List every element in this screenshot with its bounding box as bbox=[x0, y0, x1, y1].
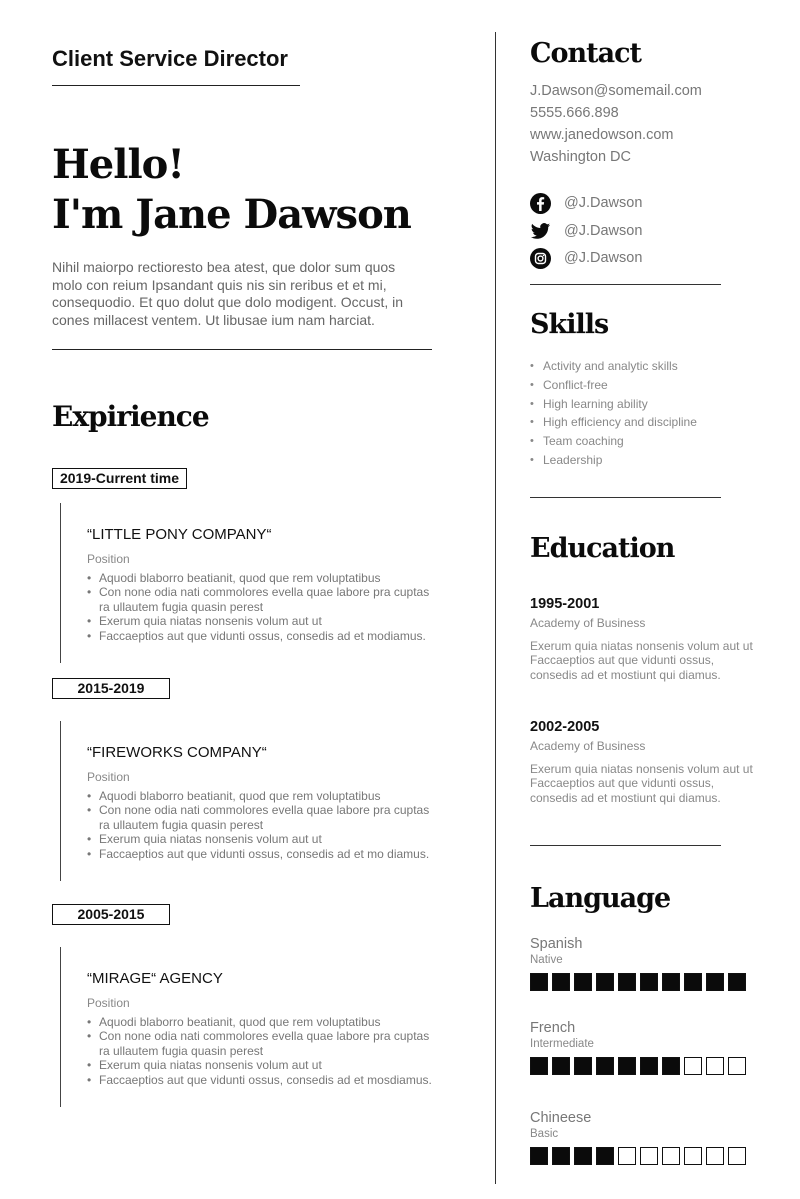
job-duty: • Aquodi blaborro beatianit, quod que rem voluptatibus bbox=[87, 571, 432, 585]
rating-square-filled bbox=[640, 973, 658, 991]
job-position: Position bbox=[87, 996, 130, 1010]
job-duty: • Con none odia nati commolores evella quae labore pra cuptas ra ullautem fugia quasin perest bbox=[87, 1029, 432, 1058]
education-entry bbox=[530, 718, 755, 805]
rating-square-empty bbox=[640, 1147, 658, 1165]
rating-square-filled bbox=[574, 1147, 592, 1165]
job-position: Position bbox=[87, 770, 130, 784]
rating-square-empty bbox=[728, 1057, 746, 1075]
job-duty: • Exerum quia niatas nonsenis volum aut ut bbox=[87, 1058, 432, 1072]
education-entry bbox=[530, 595, 755, 682]
language-name: French bbox=[530, 1020, 576, 1036]
section-divider bbox=[530, 284, 721, 285]
language-level: Intermediate bbox=[530, 1038, 594, 1050]
job-entry bbox=[87, 744, 432, 861]
rating-square-empty bbox=[706, 1057, 724, 1075]
rating-square-filled bbox=[640, 1057, 658, 1075]
rating-square-empty bbox=[684, 1147, 702, 1165]
contact-location: Washington DC bbox=[530, 149, 632, 165]
rating-square-filled bbox=[618, 1057, 636, 1075]
job-duties-list bbox=[87, 1015, 432, 1087]
rating-square-filled bbox=[574, 973, 592, 991]
social-instagram[interactable] bbox=[530, 247, 730, 269]
rating-square-filled bbox=[596, 1147, 614, 1165]
education-years: 2002-2005 bbox=[530, 719, 600, 735]
greeting-line-2: I'm Jane Dawson bbox=[52, 191, 411, 238]
column-divider bbox=[495, 32, 496, 1184]
skills-list bbox=[530, 357, 697, 470]
timeline-line bbox=[60, 503, 61, 663]
job-title: Client Service Director bbox=[52, 46, 288, 71]
rating-square-filled bbox=[662, 973, 680, 991]
rating-square-filled bbox=[728, 973, 746, 991]
skill-item: • Activity and analytic skills bbox=[530, 357, 697, 376]
education-years: 1995-2001 bbox=[530, 596, 600, 612]
language-entry bbox=[530, 1019, 750, 1074]
twitter-icon bbox=[530, 221, 551, 242]
contact-email[interactable]: J.Dawson@somemail.com bbox=[530, 83, 702, 99]
job-duty: • Exerum quia niatas nonsenis volum aut ut bbox=[87, 614, 432, 628]
education-description: Exerum quia niatas nonsenis volum aut ut Faccaeptios aut que vidunti ossus, consedis ad et mostiunt qui diamus. bbox=[530, 762, 753, 805]
social-facebook[interactable] bbox=[530, 192, 730, 214]
rating-square-filled bbox=[596, 973, 614, 991]
contact-phone[interactable]: 5555.666.898 bbox=[530, 105, 619, 121]
rating-square-filled bbox=[662, 1057, 680, 1075]
job-duty: • Faccaeptios aut que vidunti ossus, consedis ad et modiamus. bbox=[87, 629, 432, 643]
instagram-icon bbox=[530, 248, 551, 269]
title-divider bbox=[52, 85, 300, 86]
company-name: “LITTLE PONY COMPANY“ bbox=[87, 526, 272, 543]
rating-square-empty bbox=[728, 1147, 746, 1165]
intro-paragraph: Nihil maiorpo rectioresto bea atest, que dolor sum quos molo con reium Ipsandant quis nis sin reribus et et mi, consequodio. Et quo dolut que dolo modigent. Occust, in cones millacest ventem. Ut libusae ium nam harciat. bbox=[52, 259, 404, 328]
job-entry bbox=[87, 526, 432, 643]
rating-square-filled bbox=[552, 1147, 570, 1165]
language-rating bbox=[530, 973, 750, 990]
job-entry bbox=[87, 970, 432, 1087]
job-period-badge: 2015-2019 bbox=[52, 678, 170, 699]
language-rating bbox=[530, 1147, 750, 1164]
skill-item: • Leadership bbox=[530, 451, 697, 470]
timeline-line bbox=[60, 947, 61, 1107]
rating-square-filled bbox=[574, 1057, 592, 1075]
skill-item: • High efficiency and discipline bbox=[530, 413, 697, 432]
rating-square-empty bbox=[684, 1057, 702, 1075]
education-school: Academy of Business bbox=[530, 739, 646, 753]
rating-square-empty bbox=[706, 1147, 724, 1165]
job-period-badge: 2005-2015 bbox=[52, 904, 170, 925]
social-handle: @J.Dawson bbox=[564, 250, 643, 266]
facebook-icon bbox=[530, 193, 551, 214]
job-duty: • Con none odia nati commolores evella quae labore pra cuptas ra ullautem fugia quasin perest bbox=[87, 585, 432, 614]
language-rating bbox=[530, 1057, 750, 1074]
contact-heading: Contact bbox=[530, 38, 642, 69]
rating-square-empty bbox=[662, 1147, 680, 1165]
section-divider bbox=[530, 845, 721, 846]
rating-square-filled bbox=[530, 1147, 548, 1165]
rating-square-filled bbox=[552, 1057, 570, 1075]
job-duty: • Aquodi blaborro beatianit, quod que rem voluptatibus bbox=[87, 789, 432, 803]
rating-square-filled bbox=[706, 973, 724, 991]
greeting-heading bbox=[52, 140, 411, 240]
rating-square-filled bbox=[530, 1057, 548, 1075]
intro-divider bbox=[52, 349, 432, 350]
language-name: Chineese bbox=[530, 1110, 592, 1126]
language-level: Basic bbox=[530, 1128, 559, 1140]
timeline-line bbox=[60, 721, 61, 881]
job-period-badge: 2019-Current time bbox=[52, 468, 187, 489]
rating-square-filled bbox=[618, 973, 636, 991]
skill-item: • Conflict-free bbox=[530, 376, 697, 395]
education-description: Exerum quia niatas nonsenis volum aut ut Faccaeptios aut que vidunti ossus, consedis ad et mostiunt qui diamus. bbox=[530, 639, 753, 682]
rating-square-empty bbox=[618, 1147, 636, 1165]
social-handle: @J.Dawson bbox=[564, 195, 643, 211]
rating-square-filled bbox=[530, 973, 548, 991]
contact-website[interactable]: www.janedowson.com bbox=[530, 127, 674, 143]
skills-heading: Skills bbox=[530, 309, 609, 340]
job-duties-list bbox=[87, 789, 432, 861]
contact-details bbox=[530, 80, 702, 168]
section-divider bbox=[530, 497, 721, 498]
rating-square-filled bbox=[552, 973, 570, 991]
education-school: Academy of Business bbox=[530, 616, 646, 630]
job-duty: • Exerum quia niatas nonsenis volum aut ut bbox=[87, 832, 432, 846]
language-entry bbox=[530, 935, 750, 990]
job-duty: • Aquodi blaborro beatianit, quod que rem voluptatibus bbox=[87, 1015, 432, 1029]
experience-heading: Expirience bbox=[52, 400, 209, 433]
language-heading: Language bbox=[530, 883, 671, 914]
job-position: Position bbox=[87, 552, 130, 566]
rating-square-filled bbox=[684, 973, 702, 991]
job-duties-list bbox=[87, 571, 432, 643]
job-duty: • Con none odia nati commolores evella quae labore pra cuptas ra ullautem fugia quasin perest bbox=[87, 803, 432, 832]
education-heading: Education bbox=[530, 533, 675, 564]
rating-square-filled bbox=[596, 1057, 614, 1075]
language-name: Spanish bbox=[530, 936, 583, 952]
social-handle: @J.Dawson bbox=[564, 223, 643, 239]
job-duty: • Faccaeptios aut que vidunti ossus, consedis ad et mo diamus. bbox=[87, 847, 432, 861]
skill-item: • Team coaching bbox=[530, 432, 697, 451]
job-duty: • Faccaeptios aut que vidunti ossus, consedis ad et mosdiamus. bbox=[87, 1073, 432, 1087]
greeting-line-1: Hello! bbox=[52, 141, 184, 188]
language-level: Native bbox=[530, 954, 563, 966]
company-name: “MIRAGE“ AGENCY bbox=[87, 970, 223, 987]
language-entry bbox=[530, 1109, 750, 1164]
social-twitter[interactable] bbox=[530, 220, 730, 242]
skill-item: • High learning ability bbox=[530, 395, 697, 414]
company-name: “FIREWORKS COMPANY“ bbox=[87, 744, 267, 761]
